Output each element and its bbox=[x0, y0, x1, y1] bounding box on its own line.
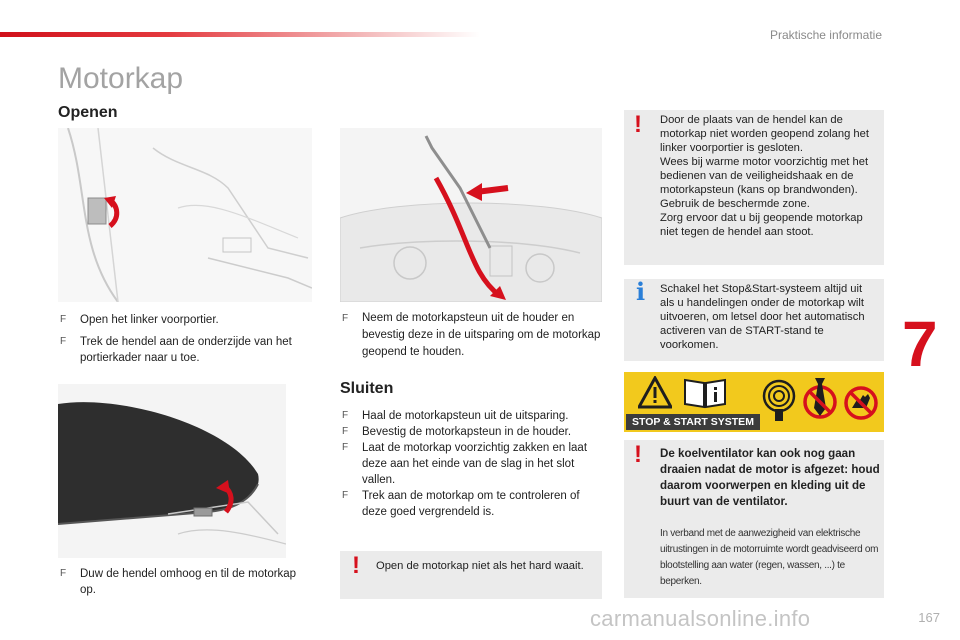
engine-bay-drawing bbox=[340, 128, 602, 302]
closing-subtitle: Sluiten bbox=[340, 380, 394, 397]
page-number: 167 bbox=[918, 610, 940, 625]
bullet-mark: F bbox=[60, 568, 67, 579]
bullet-mark: F bbox=[342, 442, 349, 453]
step-text: Bevestig de motorkapsteun in de houder. bbox=[362, 426, 572, 438]
hood-lift-illustration bbox=[58, 384, 286, 558]
door-lever-drawing bbox=[58, 128, 312, 302]
list-item bbox=[58, 334, 312, 366]
list-item bbox=[340, 408, 602, 424]
lever-warning-text: Door de plaats van de hendel kan de motorkap niet worden geopend zolang het linker voorportier is gesloten. Wees bij warme motor voorzichtig met het bedienen van de veiligheidshaak en de motorkapsteun (kans op brandwonden). Gebruik de beschermde zone. Zorg ervoor dat u bij geopende motorkap niet tegen de hendel aan stoot. bbox=[660, 114, 869, 238]
fan-warning-note bbox=[624, 440, 884, 598]
wind-warning-text: Open de motorkap niet als het hard waait. bbox=[376, 560, 584, 572]
chapter-number: 7 bbox=[902, 308, 938, 380]
step-text: Haal de motorkapsteun uit de uitsparing. bbox=[362, 410, 569, 422]
header-accent-bar bbox=[0, 32, 480, 37]
list-item bbox=[340, 440, 602, 488]
bullet-mark: F bbox=[342, 313, 349, 324]
step-text: Trek de hendel aan de onderzijde van het portierkader naar u toe. bbox=[80, 336, 292, 364]
bullet-mark: F bbox=[60, 314, 67, 325]
manual-book-icon bbox=[682, 376, 728, 410]
warning-icon: ! bbox=[634, 111, 642, 138]
fan-warning-bold-text: De koelventilator kan ook nog gaan draaien nadat de motor is afgezet: houd daarom voorwerpen en kleding uit de buurt van de ventilator. bbox=[660, 447, 880, 508]
door-lever-illustration bbox=[58, 128, 312, 302]
bullet-mark: F bbox=[342, 426, 349, 437]
wind-warning-note bbox=[340, 551, 602, 599]
list-item bbox=[340, 310, 602, 361]
list-item bbox=[58, 566, 298, 598]
no-tie-icon bbox=[802, 374, 838, 426]
engine-bay-illustration bbox=[340, 128, 602, 302]
opening-subtitle: Openen bbox=[58, 104, 118, 121]
stop-start-banner bbox=[624, 372, 884, 432]
page-title: Motorkap bbox=[58, 62, 184, 95]
stop-start-info-note bbox=[624, 279, 884, 361]
step-text: Duw de hendel omhoog en til de motorkap op. bbox=[80, 568, 297, 596]
spring-coil-icon bbox=[762, 376, 796, 422]
section-label: Praktische informatie bbox=[769, 28, 882, 42]
bullet-mark: F bbox=[342, 410, 349, 421]
info-icon: i bbox=[636, 277, 646, 306]
step-text: Neem de motorkapsteun uit de houder en bevestig deze in de uitsparing om de motorkap geopend te houden. bbox=[362, 312, 601, 358]
hood-lift-drawing bbox=[58, 384, 286, 558]
no-hand-icon bbox=[844, 386, 878, 420]
stop-start-info-text: Schakel het Stop&Start-systeem altijd uit als u handelingen onder de motorkap wilt uitvoeren, om letsel door het automatisch activeren van de START-stand te voorkomen. bbox=[660, 283, 865, 351]
warning-triangle-icon bbox=[638, 376, 672, 410]
step-text: Laat de motorkap voorzichtig zakken en laat deze aan het einde van de slag in het slot vallen. bbox=[362, 442, 588, 486]
stop-start-label: STOP & START SYSTEM bbox=[626, 414, 760, 430]
opening-step-middle bbox=[340, 310, 602, 367]
bullet-mark: F bbox=[60, 336, 67, 347]
warning-icon: ! bbox=[352, 552, 360, 579]
lever-warning-note bbox=[624, 110, 884, 265]
step-text: Trek aan de motorkap om te controleren of deze goed vergrendeld is. bbox=[362, 490, 580, 518]
warning-icon: ! bbox=[634, 441, 642, 468]
bullet-mark: F bbox=[342, 490, 349, 501]
fan-warning-small-text: In verband met de aanwezigheid van elektrische uitrustingen in de motorruimte wordt geadviseerd om blootstelling aan water (regen, wassen, ...) te beperken. bbox=[660, 528, 879, 587]
step-text: Open het linker voorportier. bbox=[80, 314, 219, 326]
list-item bbox=[340, 424, 602, 440]
list-item bbox=[58, 312, 312, 328]
closing-steps bbox=[340, 408, 602, 520]
list-item bbox=[340, 488, 602, 520]
watermark: carmanualsonline.info bbox=[590, 606, 811, 631]
opening-step-left-bottom bbox=[58, 566, 298, 604]
opening-steps-left bbox=[58, 312, 312, 372]
